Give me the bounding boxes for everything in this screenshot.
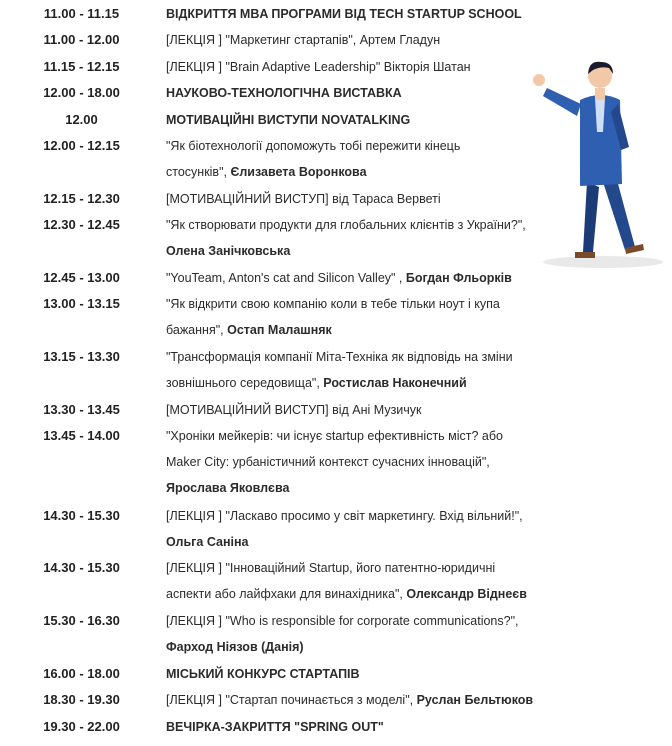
presenter-man-illustration — [525, 52, 665, 272]
description-line — [166, 555, 566, 581]
left-shoe — [575, 252, 595, 258]
schedule-time: 12.45 - 13.00 — [43, 270, 120, 285]
description-text: "Трансформація компанії Міта-Техніка як відповідь на зміни — [166, 350, 513, 365]
description-line — [166, 317, 566, 343]
schedule-description — [166, 80, 566, 106]
description-text: [ЛЕКЦІЯ ] "Інноваційний Startup, його патентно-юридичні — [166, 561, 496, 576]
description-text: стосунків", — [166, 165, 231, 179]
speaker-name: Ольга Саніна — [166, 534, 249, 549]
speaker-name: НАУКОВО-ТЕХНОЛОГІЧНА ВИСТАВКА — [166, 86, 402, 101]
description-text: "Як біотехнології допоможуть тобі пережити кінець — [166, 139, 461, 153]
description-line — [166, 449, 566, 475]
schedule-time: 13.15 - 13.30 — [43, 349, 120, 365]
description-text: [ЛЕКЦІЯ ] "Маркетинг стартапів", Артем Гладун — [166, 33, 441, 48]
schedule-description — [166, 714, 566, 740]
schedule-time: 12.30 - 12.45 — [43, 217, 120, 233]
speaker-name: МІСЬКИЙ КОНКУРС СТАРТАПІВ — [166, 667, 360, 681]
description-text: "Як відкрити свою компанію коли в тебе тільки ноут і купа — [166, 297, 500, 312]
speaker-name: Фарход Ніязов (Данія) — [166, 640, 304, 655]
description-line — [166, 238, 566, 264]
description-line — [166, 186, 566, 212]
description-line — [166, 370, 566, 396]
schedule-time: 16.00 - 18.00 — [43, 666, 120, 681]
schedule-description — [166, 503, 566, 555]
description-text: "YouTeam, Anton's cat and Silicon Valley" , — [166, 271, 406, 285]
description-text: Maker City: урбаністичний контекст сучасних інновацій", — [166, 455, 490, 470]
description-line — [166, 581, 566, 607]
description-line — [166, 133, 566, 159]
schedule-description — [166, 608, 566, 660]
schedule-time: 14.30 - 15.30 — [43, 507, 120, 523]
schedule-time: 12.15 - 12.30 — [43, 190, 120, 206]
raised-arm — [543, 88, 581, 116]
schedule-time: 11.00 - 12.00 — [43, 32, 120, 48]
speaker-name: Богдан Фльорків — [405, 271, 512, 285]
description-line — [166, 80, 566, 106]
speaker-name: Остап Малашняк — [227, 323, 332, 338]
description-line — [166, 634, 566, 660]
description-text: [ЛЕКЦІЯ ] "Ласкаво просимо у світ маркетингу. Вхід вільний!", — [166, 508, 523, 523]
description-line — [166, 1, 566, 27]
schedule-time: 12.00 - 12.15 — [43, 138, 120, 153]
description-line — [166, 291, 566, 317]
schedule-description — [166, 291, 566, 343]
right-leg — [603, 180, 635, 250]
description-line — [166, 397, 566, 423]
description-line — [166, 687, 566, 713]
schedule-description — [166, 186, 566, 212]
schedule-description — [166, 265, 566, 291]
description-line — [166, 159, 566, 185]
description-line — [166, 475, 566, 501]
description-line — [166, 54, 566, 80]
speaker-name: Єлизавета Воронкова — [230, 165, 367, 179]
schedule-description — [166, 27, 566, 53]
speaker-name: Ростислав Наконечний — [323, 376, 467, 391]
description-text: [МОТИВАЦІЙНИЙ ВИСТУП] від Тараса Верветі — [166, 191, 441, 206]
schedule-time: 14.30 - 15.30 — [43, 560, 120, 576]
schedule-description — [166, 397, 566, 423]
schedule-time: 19.30 - 22.00 — [43, 718, 120, 734]
description-text: [ЛЕКЦІЯ ] "Who is responsible for corporate communications?", — [166, 614, 519, 629]
description-text: аспекти або лайфхаки для винахідника", — [166, 587, 407, 602]
schedule-description — [166, 54, 566, 80]
speaker-name: ВІДКРИТТЯ MBA ПРОГРАМИ ВІД TECH STARTUP SCHOOL — [166, 7, 522, 21]
schedule-time: 13.30 - 13.45 — [43, 402, 120, 417]
description-line — [166, 423, 566, 449]
schedule-description — [166, 661, 566, 687]
schedule-description — [166, 133, 566, 185]
schedule-time: 13.45 - 14.00 — [43, 428, 120, 444]
speaker-name: Олександр Віднеєв — [406, 587, 527, 602]
description-text: "Як створювати продукти для глобальних клієнтів з України?", — [166, 218, 526, 233]
schedule-description — [166, 212, 566, 264]
schedule-time: 15.30 - 16.30 — [43, 613, 120, 629]
description-text: [ЛЕКЦІЯ ] "Brain Adaptive Leadership" Вікторія Шатан — [166, 59, 471, 74]
description-text: зовнішнього середовища", — [166, 376, 324, 391]
description-text: "Хроніки мейкерів: чи існує startup ефективність міст? або — [166, 429, 503, 444]
speaker-name: МОТИВАЦІЙНІ ВИСТУПИ NOVATALKING — [166, 112, 411, 127]
description-line — [166, 265, 566, 291]
schedule-time: 12.00 - 18.00 — [43, 85, 120, 101]
description-text: [ЛЕКЦІЯ ] "Стартап починається з моделі", — [166, 693, 417, 708]
floor-shadow — [543, 256, 663, 268]
description-line — [166, 344, 566, 370]
neck — [595, 88, 605, 100]
speaker-name: Руслан Бельтюков — [416, 693, 534, 708]
schedule-description — [166, 1, 566, 27]
description-text: бажання", — [166, 323, 228, 338]
hand — [533, 74, 545, 86]
schedule-description — [166, 423, 566, 501]
description-line — [166, 608, 566, 634]
speaker-name: Олена Занічковська — [166, 244, 291, 259]
description-line — [166, 27, 566, 53]
description-line — [166, 714, 566, 740]
description-text: [МОТИВАЦІЙНИЙ ВИСТУП] від Ані Музичук — [166, 403, 422, 417]
description-line — [166, 529, 566, 555]
description-line — [166, 661, 566, 687]
left-leg — [583, 182, 599, 252]
speaker-name: Ярослава Яковлєва — [166, 481, 290, 496]
schedule-time: 11.00 - 11.15 — [43, 6, 120, 21]
schedule-time: 18.30 - 19.30 — [43, 692, 120, 708]
schedule-description — [166, 344, 566, 396]
schedule-time: 12.00 — [65, 111, 98, 127]
description-line — [166, 212, 566, 238]
schedule-description — [166, 687, 566, 713]
speaker-name: ВЕЧІРКА-ЗАКРИТТЯ "SPRING OUT" — [166, 719, 384, 734]
description-line — [166, 503, 566, 529]
description-line — [166, 107, 566, 133]
schedule-description — [166, 107, 566, 133]
schedule-time: 13.00 - 13.15 — [43, 296, 120, 312]
schedule-description — [166, 555, 566, 607]
schedule-time: 11.15 - 12.15 — [43, 58, 120, 74]
